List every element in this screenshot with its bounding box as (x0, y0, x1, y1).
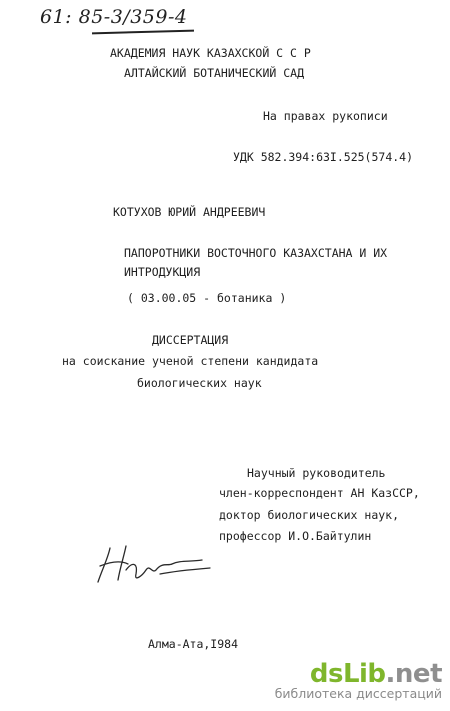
specialty-code: ( 03.00.05 - ботаника ) (127, 291, 287, 305)
institution-garden: АЛТАЙСКИЙ БОТАНИЧЕСКИЙ САД (124, 66, 305, 80)
author-name: КОТУХОВ ЮРИЙ АНДРЕЕВИЧ (113, 205, 266, 219)
thesis-title-line2: ИНТРОДУКЦИЯ (124, 265, 201, 279)
supervisor-role: Научный руководитель (247, 466, 386, 480)
dissertation-heading: ДИССЕРТАЦИЯ (152, 333, 229, 347)
watermark-site-name: dsLib (309, 659, 386, 689)
rights-note: На правах рукописи (263, 109, 388, 123)
supervisor-degree: доктор биологических наук, (219, 508, 400, 522)
supervisor-title: член-корреспондент АН КазССР, (219, 486, 420, 500)
archive-code-underline (92, 30, 194, 35)
watermark (275, 659, 442, 701)
watermark-site-tld: .net (385, 659, 442, 689)
institution-name: АКАДЕМИЯ НАУК КАЗАХСКОЙ С С Р (110, 46, 311, 60)
archive-code: 61: 85-3/359-4 (40, 6, 188, 28)
dissertation-degree: биологических наук (137, 376, 262, 390)
dissertation-purpose: на соискание ученой степени кандидата (62, 354, 319, 368)
udc-code: УДК 582.394:63I.525(574.4) (233, 150, 414, 164)
thesis-title-line1: ПАПОРОТНИКИ ВОСТОЧНОГО КАЗАХСТАНА И ИХ (124, 246, 388, 260)
watermark-logo (275, 659, 442, 689)
watermark-tagline: библиотека диссертаций (274, 686, 442, 701)
signature-image (90, 540, 230, 590)
place-and-year: Алма-Ата,I984 (148, 637, 239, 651)
supervisor-name: профессор И.О.Байтулин (219, 529, 372, 543)
